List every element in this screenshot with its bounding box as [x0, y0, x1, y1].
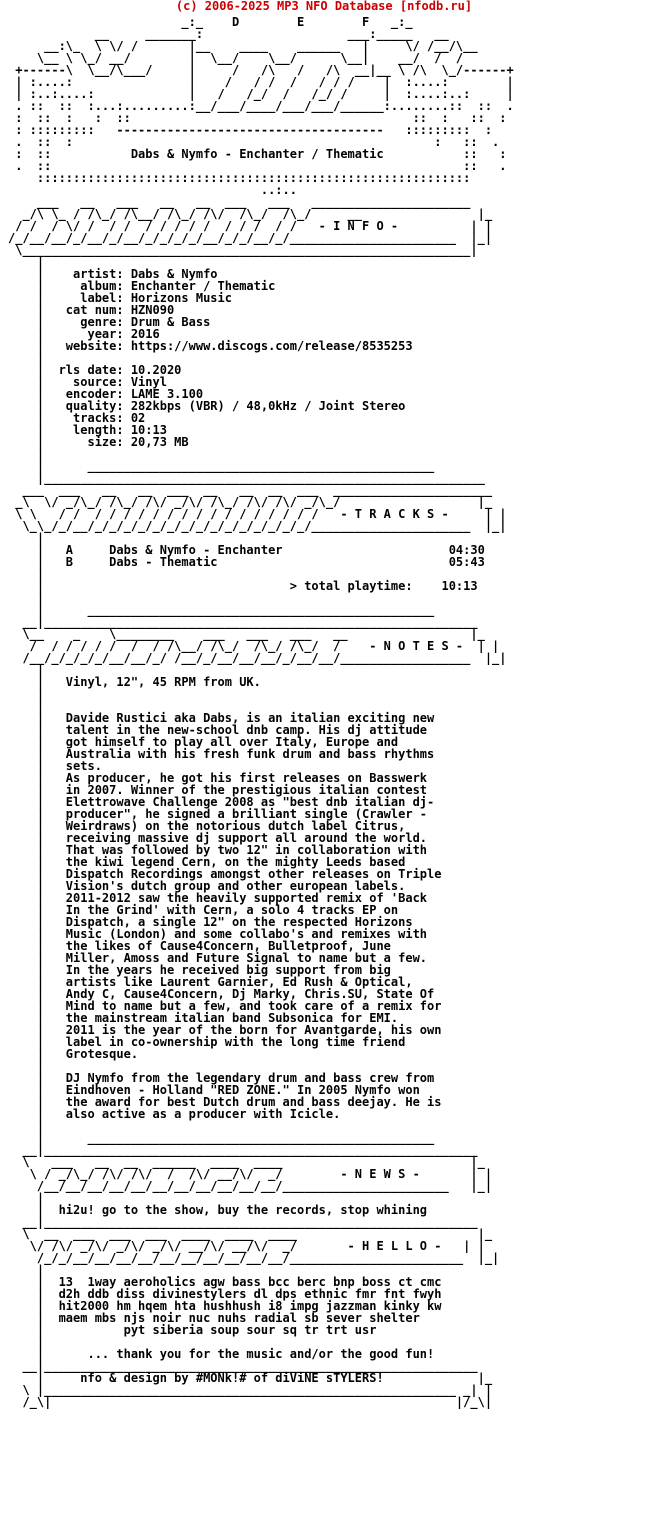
- nfo-line: |_____________________________________________________________: [8, 471, 485, 485]
- nfo-line: \ __ ___ ___ ___ ____ ____ ____ |_: [8, 1227, 493, 1241]
- nfo-line: |: [8, 663, 45, 677]
- nfo-line: | ... thank you for the music and/or the good fun!: [8, 1347, 435, 1361]
- nfo-line: | encoder: LAME 3.100: [8, 387, 204, 401]
- nfo-line: _:_ D E F _:_: [8, 15, 413, 29]
- nfo-line: | source: Vinyl: [8, 375, 167, 389]
- nfo-line: | Mind to name but a few, and took care of a remix for: [8, 999, 442, 1013]
- nfo-line: | maem mbs njs noir nuc nuhs radial sb sever shelter: [8, 1311, 420, 1325]
- nfo-line: | also active as a producer with Icicle.: [8, 1107, 341, 1121]
- nfo-line: \______________________________________________________________|: [8, 243, 478, 257]
- nfo-line: | year: 2016: [8, 327, 160, 341]
- nfo-line: | artists like Laurent Garnier, Ed Rush & Optical,: [8, 975, 413, 989]
- nfo-line: | got himself to play all over Italy, Europe and: [8, 735, 399, 749]
- nfo-line: __|____________________________________________________________: [8, 615, 478, 629]
- nfo-line: : :: : : :: :: : :: :: [8, 111, 507, 125]
- nfo-line: | label: Horizons Music: [8, 291, 232, 305]
- nfo-line: /_/_/__/__/__/__/__/__/__/__/__/__/________________________ |_|: [8, 1251, 500, 1265]
- nfo-line: | ________________________________________________: [8, 459, 435, 473]
- nfo-line: | Weirdraws) on the notorious dutch label Citrus,: [8, 819, 406, 833]
- nfo-line: | As producer, he got his first releases on Basswerk: [8, 771, 428, 785]
- nfo-line: : :: Dabs & Nymfo - Enchanter / Thematic :: :: [8, 147, 507, 161]
- nfo-line: | label in co-ownership with the long time friend: [8, 1035, 406, 1049]
- nfo-line: | Dispatch Recordings amongst other releases on Triple: [8, 867, 442, 881]
- nfo-line: | hi2u! go to the show, buy the records, stop whining: [8, 1203, 428, 1217]
- nfo-line: /_\| |/_\|: [8, 1395, 493, 1409]
- nfo-line: | album: Enchanter / Thematic: [8, 279, 276, 293]
- nfo-line: . :: :: :...:.........:__/___/____/___/___/______:........:: :: .: [8, 99, 514, 113]
- nfo-line: ..:..: [8, 183, 297, 197]
- nfo-line: | Australia with his fresh funk drum and bass rhythms: [8, 747, 435, 761]
- nfo-line: __|____________________________________________________________: [8, 1215, 478, 1229]
- nfo-line: | That was followed by two 12" in collaboration with: [8, 843, 428, 857]
- nfo-line: |: [8, 1059, 45, 1073]
- nfo-line: |: [8, 687, 45, 701]
- nfo-line: \ |_________________________________________________________ _| |: [8, 1383, 493, 1397]
- nfo-line: | In the years he received big support from big: [8, 963, 391, 977]
- nfo-line: | length: 10:13: [8, 423, 167, 437]
- nfo-line: |: [8, 1335, 45, 1349]
- nfo-line: __|____________________________________________________________: [8, 1143, 478, 1157]
- nfo-line: | 2011-2012 saw the heavily supported remix of 'Back: [8, 891, 428, 905]
- nfo-line: \ ___ __ __ ______ ____ ____ |_: [8, 1155, 485, 1169]
- nfo-line: | Music (London) and some collabo's and remixes with: [8, 927, 428, 941]
- nfo-line: | in 2007. Winner of the prestigious italian contest: [8, 783, 428, 797]
- nfo-line: | :....: | / / / / / / / | :....: |: [8, 75, 514, 89]
- nfo-line: \/ /\/ _/\/ _/\/ _/\/ __/\/ __/\/ _/ - H E L L O - | |: [8, 1239, 485, 1253]
- nfo-line: ___ __ ___ __ __ ___ ___ ______________________: [8, 195, 471, 209]
- nfo-line: | > total playtime: 10:13: [8, 579, 478, 593]
- nfo-line: /_/__/__/_/__/_/__/_/_/_/_/__/_/_/__/_/_______________________ |_|: [8, 231, 493, 245]
- nfo-line: \ / _/\_/ /\/ /\/ / /\/ __/\/ _/ - N E W S - | |: [8, 1167, 493, 1181]
- nfo-line: | In the Grind' with Cern, a solo 4 tracks EP on: [8, 903, 399, 917]
- nfo-line: __|____________________________________________________________: [8, 1359, 478, 1373]
- nfo-line: / / / / / / / / /\__/ /\_/ /\_/ /\_/ / - N O T E S - | |: [8, 639, 500, 653]
- nfo-line: | d2h ddb diss divinestylers dl dps ethnic fmr fnt fwyh: [8, 1287, 442, 1301]
- nfo-line: / / / \/ / / / / / / / / / / / / / - I N F O - | |: [8, 219, 493, 233]
- nfo-line: | ________________________________________________: [8, 603, 435, 617]
- nfo-line: . :: : : :: .: [8, 135, 500, 149]
- nfo-line: | 2011 is the year of the born for Avantgarde, his own: [8, 1023, 442, 1037]
- nfo-line: | the award for best Dutch drum and bass deejay. He is: [8, 1095, 442, 1109]
- nfo-line: | sets.: [8, 759, 102, 773]
- site-banner: (c) 2006-2025 MP3 NFO Database [nfodb.ru]: [175, 0, 473, 13]
- nfo-line: | Dispatch, a single 12" on the respected Horizons: [8, 915, 413, 929]
- nfo-line: |: [8, 1263, 45, 1277]
- nfo-line: |: [8, 699, 45, 713]
- nfo-line: __:\_ \ \/ / |__ ____ ______ | \/ /__/\__: [8, 39, 478, 53]
- nfo-line: \ \ / / / / / / / / / / / / / / / / / / - T R A C K S - | |: [8, 507, 507, 521]
- nfo-line: | DJ Nymfo from the legendary drum and bass crew from: [8, 1071, 435, 1085]
- nfo-line: |: [8, 447, 45, 461]
- nfo-line: ___ ___ __ __ ___ __ __ __ ___ ______________________: [8, 483, 493, 497]
- nfo-line: | the likes of Cause4Concern, Bulletproof, June: [8, 939, 391, 953]
- nfo-line: | Vinyl, 12", 45 RPM from UK.: [8, 675, 261, 689]
- nfo-line: _\ \/ _/\_/ /\_/ /\/ _/\/ /\_/ /\/ /\/ _/\_/ |_: [8, 495, 493, 509]
- nfo-line: |: [8, 1191, 45, 1205]
- nfo-line: | producer", he signed a brilliant single (Crawler -: [8, 807, 428, 821]
- nfo-text-block: [8, 16, 514, 1408]
- nfo-line: \_\_/_/__/_/_/_/_/_/_/_/_/_/_/_/_/_/_/_/______________________ |_|: [8, 519, 507, 533]
- nfo-line: | nfo & design by #MONk!# of diViNE sTYLERS! |_: [8, 1371, 493, 1385]
- nfo-line: _/\ \_ / /\_/ /\__/ /\_/ /\/ /\_/ /\_/ __ |_: [8, 207, 493, 221]
- nfo-line: | cat num: HZN090: [8, 303, 175, 317]
- nfo-line: | size: 20,73 MB: [8, 435, 189, 449]
- nfo-line: | :..:....: | / /_/ / /_/ / | :....:..: |: [8, 87, 514, 101]
- nfo-line: \__ \ \_/ __/ | \__/ \__/ \__| __/ / /: [8, 51, 464, 65]
- nfo-line: | pyt siberia soup sour sq tr trt usr: [8, 1323, 377, 1337]
- nfo-line: | quality: 282kbps (VBR) / 48,0kHz / Joint Stereo: [8, 399, 406, 413]
- nfo-line: +------\ \__/\___/ | / /\ / /\ __|__ \ /\ \_/------+: [8, 63, 514, 77]
- nfo-line: | Vision's dutch group and other european labels.: [8, 879, 406, 893]
- nfo-line: | Grotesque.: [8, 1047, 139, 1061]
- nfo-line: | Davide Rustici aka Dabs, is an italian exciting new: [8, 711, 435, 725]
- nfo-line: | the kiwi legend Cern, on the mighty Leeds based: [8, 855, 406, 869]
- nfo-line: | A Dabs & Nymfo - Enchanter 04:30: [8, 543, 485, 557]
- nfo-line: | the mainstream italian band Subsonica for EMI.: [8, 1011, 399, 1025]
- nfo-line: | 13 1way aeroholics agw bass bcc berc bnp boss ct cmc: [8, 1275, 442, 1289]
- nfo-line: | rls date: 10.2020: [8, 363, 182, 377]
- nfo-line: | Elettrowave Challenge 2008 as "best dnb italian dj-: [8, 795, 435, 809]
- nfo-line: | hit2000 hm hqem hta hushhush i8 impg jazzman kinky kw: [8, 1299, 442, 1313]
- nfo-line: |: [8, 1119, 45, 1133]
- nfo-line: |: [8, 567, 45, 581]
- nfo-line: |: [8, 351, 45, 365]
- nfo-line: /__/_/_/_/_/__/__/_/ /__/_/__/__/__/_/__/__/__________________ |_|: [8, 651, 507, 665]
- nfo-line: | Miller, Amoss and Future Signal to name but a few.: [8, 951, 428, 965]
- nfo-line: : ::::::::: ------------------------------------- ::::::::: :: [8, 123, 493, 137]
- nfo-line: __ _______: ___:_____ __: [8, 27, 449, 41]
- nfo-line: | Andy C, Cause4Concern, Dj Marky, Chris.SU, State Of: [8, 987, 435, 1001]
- nfo-line: |: [8, 531, 45, 545]
- nfo-line: | talent in the new-school dnb camp. His dj attitude: [8, 723, 428, 737]
- nfo-line: | B Dabs - Thematic 05:43: [8, 555, 485, 569]
- nfo-line: | ________________________________________________: [8, 1131, 435, 1145]
- nfo-line: ::::::::::::::::::::::::::::::::::::::::::::::::::::::::::::: [8, 171, 471, 185]
- nfo-line: | website: https://www.discogs.com/release/8535253: [8, 339, 413, 353]
- nfo-line: \__ _ \________ ___ ___ ___ __ |_: [8, 627, 485, 641]
- nfo-line: | genre: Drum & Bass: [8, 315, 211, 329]
- nfo-line: |: [8, 255, 45, 269]
- nfo-line: | tracks: 02: [8, 411, 146, 425]
- nfo-line: /__/__/__/__/__/__/__/__/__/__/__/_______________________ |_|: [8, 1179, 493, 1193]
- nfo-line: | artist: Dabs & Nymfo: [8, 267, 218, 281]
- nfo-line: |: [8, 591, 45, 605]
- nfo-line: | receiving massive dj support all around the world.: [8, 831, 428, 845]
- nfo-line: . :: :: .: [8, 159, 507, 173]
- nfo-line: | Eindhoven - Holland "RED ZONE." In 2005 Nymfo won: [8, 1083, 420, 1097]
